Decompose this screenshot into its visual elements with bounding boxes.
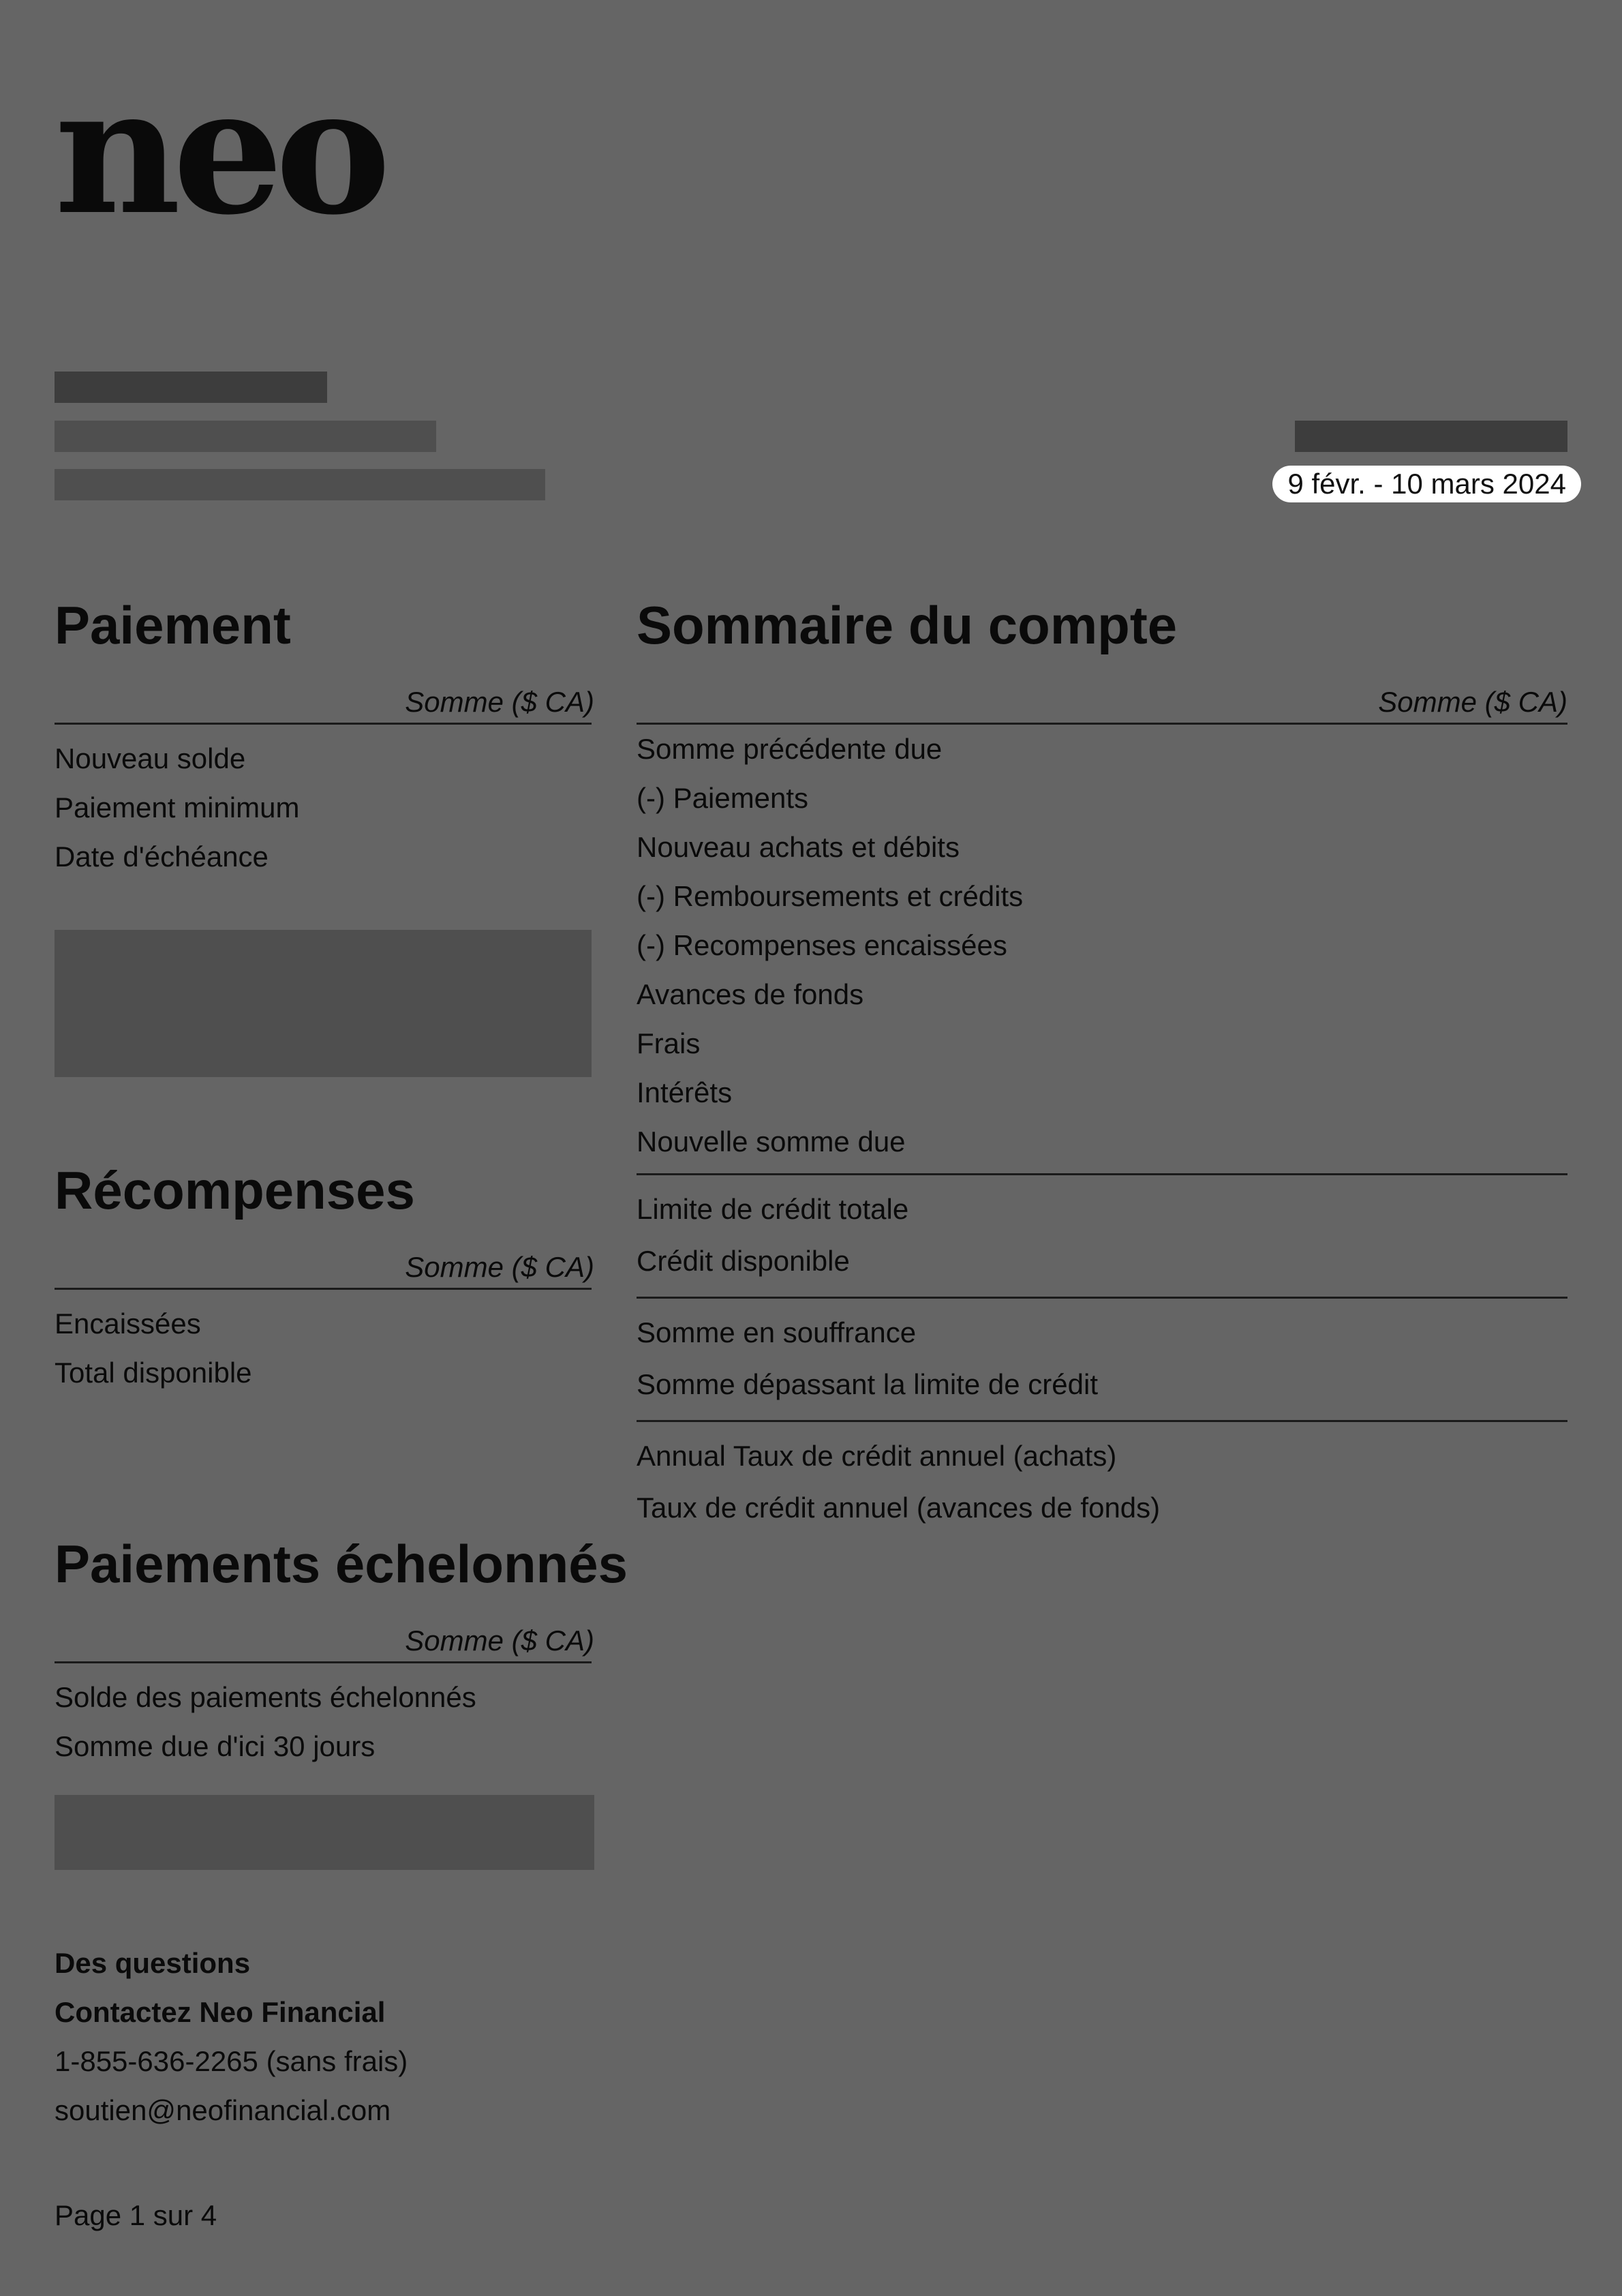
account-summary-rule-3 — [637, 1420, 1567, 1422]
redacted-account-number — [1295, 421, 1567, 452]
summary-row-over-limit: Somme dépassant la limite de crédit — [637, 1368, 1098, 1400]
contact-block — [55, 1939, 668, 2135]
rewards-row-redeemed: Encaissées — [55, 1308, 201, 1340]
account-summary-group-overdue — [637, 1307, 1567, 1410]
summary-row-purchases-debits: Nouveau achats et débits — [637, 831, 960, 863]
payment-row-due-date: Date d'échéance — [55, 841, 269, 873]
rewards-rows — [55, 1299, 592, 1398]
account-summary-section — [637, 595, 1567, 1534]
contact-heading: Des questions — [55, 1947, 251, 1979]
account-summary-group-rates — [637, 1430, 1567, 1534]
summary-row-fees: Frais — [637, 1027, 701, 1059]
summary-row-rewards-redeemed: (-) Recompenses encaissées — [637, 929, 1007, 961]
contact-subheading: Contactez Neo Financial — [55, 1996, 386, 2028]
neo-logo: neo — [55, 50, 383, 254]
redacted-address-line-1 — [55, 421, 436, 452]
summary-row-cash-advances: Avances de fonds — [637, 978, 864, 1010]
statement-period-badge: 9 févr. - 10 mars 2024 — [1272, 466, 1581, 502]
redacted-installments-box — [55, 1795, 594, 1870]
summary-row-available-credit: Crédit disponible — [637, 1245, 850, 1277]
installments-title: Paiements échelonnés — [55, 1534, 628, 1594]
summary-row-interest: Intérêts — [637, 1076, 733, 1108]
account-summary-group-credit — [637, 1183, 1567, 1287]
installments-row-due-30-days: Somme due d'ici 30 jours — [55, 1730, 376, 1762]
summary-row-cash-advance-rate: Taux de crédit annuel (avances de fonds) — [637, 1492, 1161, 1524]
rewards-title: Récompenses — [55, 1160, 415, 1220]
page-number: Page 1 sur 4 — [55, 2199, 217, 2231]
contact-phone[interactable]: 1-855-636-2265 (sans frais) — [55, 2045, 408, 2077]
summary-row-purchase-rate: Annual Taux de crédit annuel (achats) — [637, 1440, 1117, 1472]
summary-row-past-due: Somme en souffrance — [637, 1316, 917, 1348]
installments-rows — [55, 1673, 592, 1771]
payment-title: Paiement — [55, 595, 291, 655]
payment-section — [55, 595, 594, 881]
installments-header-rule — [55, 1661, 592, 1663]
payment-column-header: Somme ($ CA) — [405, 686, 594, 718]
redacted-address-line-2 — [55, 469, 545, 500]
payment-row-new-balance: Nouveau solde — [55, 742, 246, 774]
account-summary-column-header: Somme ($ CA) — [1378, 686, 1567, 718]
payment-row-minimum: Paiement minimum — [55, 791, 300, 824]
contact-email[interactable]: soutien@neofinancial.com — [55, 2094, 391, 2126]
redacted-payment-box — [55, 930, 592, 1077]
rewards-header-rule — [55, 1288, 592, 1290]
summary-row-previous-due: Somme précédente due — [637, 733, 943, 765]
rewards-section — [55, 1160, 594, 1398]
summary-row-payments: (-) Paiements — [637, 782, 809, 814]
account-summary-title: Sommaire du compte — [637, 595, 1178, 655]
summary-row-credit-limit: Limite de crédit totale — [637, 1193, 909, 1225]
payment-rows — [55, 734, 592, 881]
account-summary-group-balances — [637, 725, 1567, 1166]
account-summary-rule-1 — [637, 1173, 1567, 1175]
installments-row-balance: Solde des paiements échelonnés — [55, 1681, 476, 1713]
installments-section — [55, 1534, 628, 1771]
redacted-name — [55, 372, 327, 403]
summary-row-refunds-credits: (-) Remboursements et crédits — [637, 880, 1024, 912]
account-summary-rule-2 — [637, 1297, 1567, 1299]
installments-column-header: Somme ($ CA) — [405, 1625, 594, 1657]
summary-row-new-amount-due: Nouvelle somme due — [637, 1126, 906, 1158]
rewards-column-header: Somme ($ CA) — [405, 1251, 594, 1283]
payment-header-rule — [55, 723, 592, 725]
rewards-row-available: Total disponible — [55, 1357, 252, 1389]
